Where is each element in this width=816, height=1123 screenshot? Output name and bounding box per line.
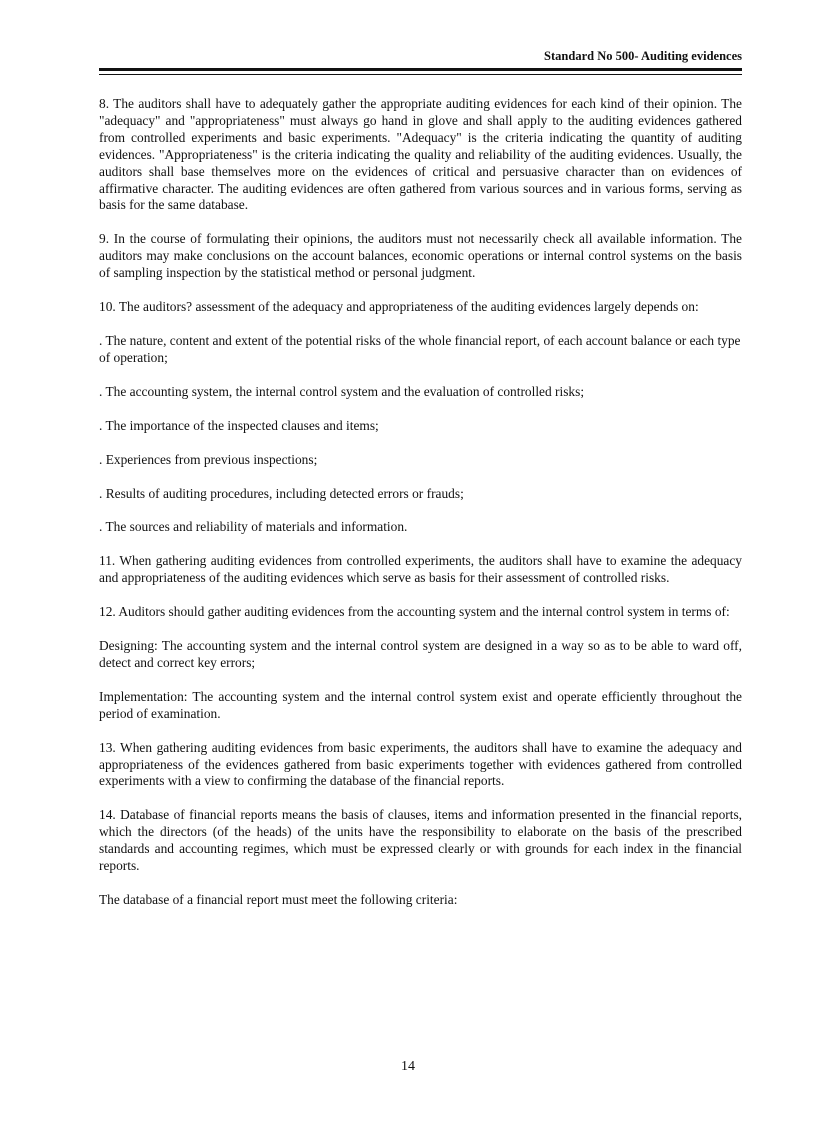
bullet-item: . The importance of the inspected clauses and items; xyxy=(99,417,379,433)
paragraph-8: 8. The auditors shall have to adequately gather the appropriate auditing evidences for each kind of their opinion. The "adequacy" and "appropriateness" must always go hand in glove and shall apply to the auditing evidences gathered from controlled experiments and basic experiments. "Adequacy" is the criteria indicating the quantity of auditing evidences. "Appropriateness" is the criteria indicating the quality and reliability of the auditing evidences. Usually, the auditors shall base themselves more on the evidences of critical and persuasive character than on evidences of affirmative character. The auditing evidences are often gathered from various sources and in various forms, serving as basis for the same database. xyxy=(99,96,742,213)
paragraph-14: 14. Database of financial reports means the basis of clauses, items and information presented in the financial reports, which the directors (of the heads) of the units have the responsibility to elaborate on the basis of the prescribed standards and accounting regimes, which must be expressed clearly or with grounds for each index in the financial reports. xyxy=(99,807,742,874)
paragraph-designing: Designing: The accounting system and the internal control system are designed in a way so as to be able to ward off, detect and correct key errors; xyxy=(99,638,742,670)
page-number: 14 xyxy=(401,1059,415,1074)
paragraph-implementation: Implementation: The accounting system and the internal control system exist and operate efficiently throughout the period of examination. xyxy=(99,688,742,721)
bullet-item: . Results of auditing procedures, including detected errors or frauds; xyxy=(99,485,464,501)
paragraph-10: 10. The auditors? assessment of the adequacy and appropriateness of the auditing evidences largely depends on: xyxy=(99,299,699,315)
paragraph-criteria-intro: The database of a financial report must meet the following criteria: xyxy=(99,892,458,907)
bullet-item: . Experiences from previous inspections; xyxy=(99,451,318,467)
bullet-item: . The accounting system, the internal control system and the evaluation of controlled risks; xyxy=(99,383,585,399)
paragraph-12: 12. Auditors should gather auditing evidences from the accounting system and the internal control system in terms of: xyxy=(99,604,730,620)
paragraph-9: 9. In the course of formulating their opinions, the auditors must not necessarily check all available information. The auditors may make conclusions on the account balances, economic operations or internal control systems on the basis of sampling inspection by the statistical method or personal judgment. xyxy=(99,231,742,281)
header-rule-thin xyxy=(99,74,742,75)
paragraph-11: 11. When gathering auditing evidences from controlled experiments, the auditors shall have to examine the adequacy and appropriateness of the auditing evidences which serve as basis for their assessment of controlled risks. xyxy=(99,553,742,586)
paragraph-13: 13. When gathering auditing evidences from basic experiments, the auditors shall have to examine the adequacy and appropriateness of the evidences gathered from basic experiments together with evidences gathered from controlled experiments with a view to confirming the database of the financial reports. xyxy=(99,739,742,789)
bullet-item: . The sources and reliability of materials and information. xyxy=(99,519,408,535)
header-rule-thick xyxy=(99,68,742,71)
running-header: Standard No 500- Auditing evidences xyxy=(544,49,742,63)
bullet-item: . The nature, content and extent of the potential risks of the whole financial report, of each account balance or each type of operation; xyxy=(99,332,741,365)
document-body xyxy=(99,96,742,926)
